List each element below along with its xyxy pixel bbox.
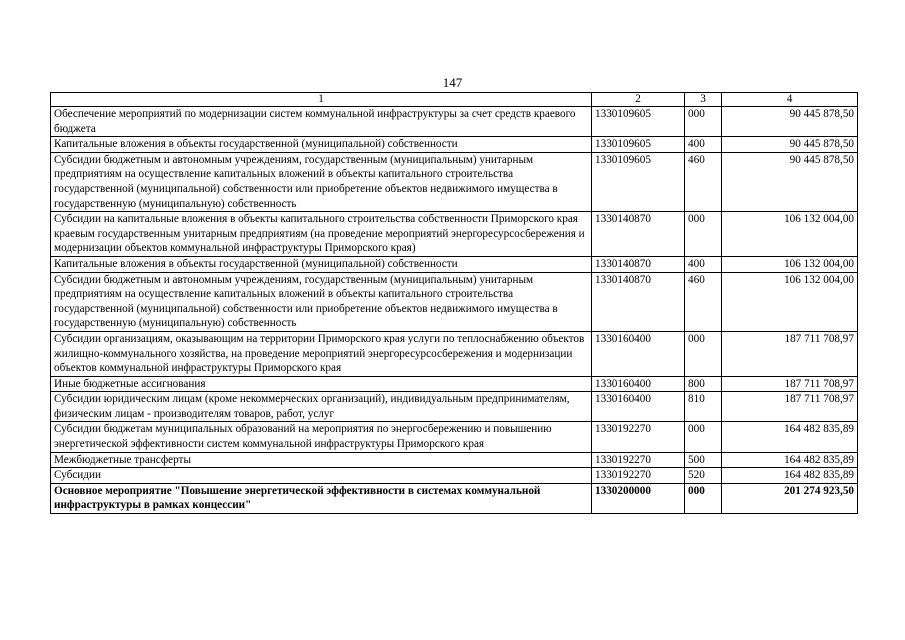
row-amount: 164 482 835,89 <box>722 452 858 468</box>
row-description: Основное мероприятие "Повышение энергетической эффективности в системах коммунальной инфраструктуры в рамках концессии" <box>51 483 592 513</box>
row-expense-type: 460 <box>685 152 722 211</box>
row-description: Иные бюджетные ассигнования <box>51 376 592 392</box>
row-amount: 164 482 835,89 <box>722 422 858 452</box>
row-description: Межбюджетные трансферты <box>51 452 592 468</box>
row-description: Капитальные вложения в объекты государственной (муниципальной) собственности <box>51 137 592 153</box>
header-col-3: 3 <box>685 93 722 107</box>
row-amount: 187 711 708,97 <box>722 331 858 376</box>
row-target-code: 1330140870 <box>592 212 685 257</box>
budget-table <box>50 92 858 514</box>
table-row <box>51 272 858 331</box>
row-target-code: 1330109605 <box>592 152 685 211</box>
row-description: Субсидии бюджетным и автономным учреждениям, государственным (муниципальным) унитарным предприятиям на осуществление капитальных вложений в объекты капитального строительства государственной (муниципальной) собственности или приобретение объектов недвижимого имущества в государственную (муниципальную) собственность <box>51 152 592 211</box>
row-amount: 106 132 004,00 <box>722 272 858 331</box>
row-expense-type: 400 <box>685 256 722 272</box>
row-expense-type: 000 <box>685 483 722 513</box>
row-target-code: 1330140870 <box>592 272 685 331</box>
table-row <box>51 376 858 392</box>
row-description: Обеспечение мероприятий по модернизации систем коммунальной инфраструктуры за счет средств краевого бюджета <box>51 107 592 137</box>
row-amount: 201 274 923,50 <box>722 483 858 513</box>
row-target-code: 1330200000 <box>592 483 685 513</box>
row-target-code: 1330192270 <box>592 422 685 452</box>
row-amount: 90 445 878,50 <box>722 137 858 153</box>
row-description: Субсидии юридическим лицам (кроме некоммерческих организаций), индивидуальным предпринимателям, физическим лицам - производителям товаров, работ, услуг <box>51 392 592 422</box>
row-target-code: 1330160400 <box>592 331 685 376</box>
row-amount: 164 482 835,89 <box>722 468 858 484</box>
row-description: Субсидии бюджетам муниципальных образований на мероприятия по энергосбережению и повышению энергетической эффективности систем коммунальной инфраструктуры Приморского края <box>51 422 592 452</box>
table-body <box>51 107 858 514</box>
row-description: Субсидии <box>51 468 592 484</box>
row-expense-type: 000 <box>685 107 722 137</box>
page-number: 147 <box>442 75 463 90</box>
header-col-4: 4 <box>722 93 858 107</box>
table-row <box>51 137 858 153</box>
row-description: Капитальные вложения в объекты государственной (муниципальной) собственности <box>51 256 592 272</box>
table-row <box>51 392 858 422</box>
row-expense-type: 000 <box>685 422 722 452</box>
table-row <box>51 212 858 257</box>
row-expense-type: 400 <box>685 137 722 153</box>
header-col-2: 2 <box>592 93 685 107</box>
header-row <box>51 93 858 107</box>
row-amount: 106 132 004,00 <box>722 256 858 272</box>
table-row <box>51 422 858 452</box>
row-description: Субсидии на капитальные вложения в объекты капитального строительства собственности Приморского края краевым государственным унитарным предприятиям (на проведение мероприятий энергоресурсосбережения и модернизации объектов коммунальной инфраструктуры Приморского края) <box>51 212 592 257</box>
row-target-code: 1330109605 <box>592 107 685 137</box>
row-amount: 90 445 878,50 <box>722 152 858 211</box>
row-expense-type: 000 <box>685 212 722 257</box>
table-row <box>51 452 858 468</box>
row-amount: 90 445 878,50 <box>722 107 858 137</box>
table-row <box>51 483 858 513</box>
header-col-1: 1 <box>51 93 592 107</box>
table-row <box>51 256 858 272</box>
row-expense-type: 460 <box>685 272 722 331</box>
table-row <box>51 152 858 211</box>
row-amount: 106 132 004,00 <box>722 212 858 257</box>
row-target-code: 1330109605 <box>592 137 685 153</box>
row-expense-type: 520 <box>685 468 722 484</box>
row-description: Субсидии организациям, оказывающим на территории Приморского края услуги по теплоснабжению объектов жилищно-коммунального хозяйства, на проведение мероприятий энергоресурсосбережения и модернизации объектов коммунальной инфраструктуры Приморского края <box>51 331 592 376</box>
table-row <box>51 468 858 484</box>
row-expense-type: 000 <box>685 331 722 376</box>
row-target-code: 1330140870 <box>592 256 685 272</box>
table-row <box>51 331 858 376</box>
row-target-code: 1330160400 <box>592 392 685 422</box>
row-target-code: 1330160400 <box>592 376 685 392</box>
row-description: Субсидии бюджетным и автономным учреждениям, государственным (муниципальным) унитарным предприятиям на осуществление капитальных вложений в объекты капитального строительства государственной (муниципальной) собственности или приобретение объектов недвижимого имущества в государственную (муниципальную) собственность <box>51 272 592 331</box>
row-amount: 187 711 708,97 <box>722 376 858 392</box>
table-row <box>51 107 858 137</box>
row-expense-type: 810 <box>685 392 722 422</box>
row-expense-type: 500 <box>685 452 722 468</box>
row-target-code: 1330192270 <box>592 468 685 484</box>
row-expense-type: 800 <box>685 376 722 392</box>
row-target-code: 1330192270 <box>592 452 685 468</box>
row-amount: 187 711 708,97 <box>722 392 858 422</box>
